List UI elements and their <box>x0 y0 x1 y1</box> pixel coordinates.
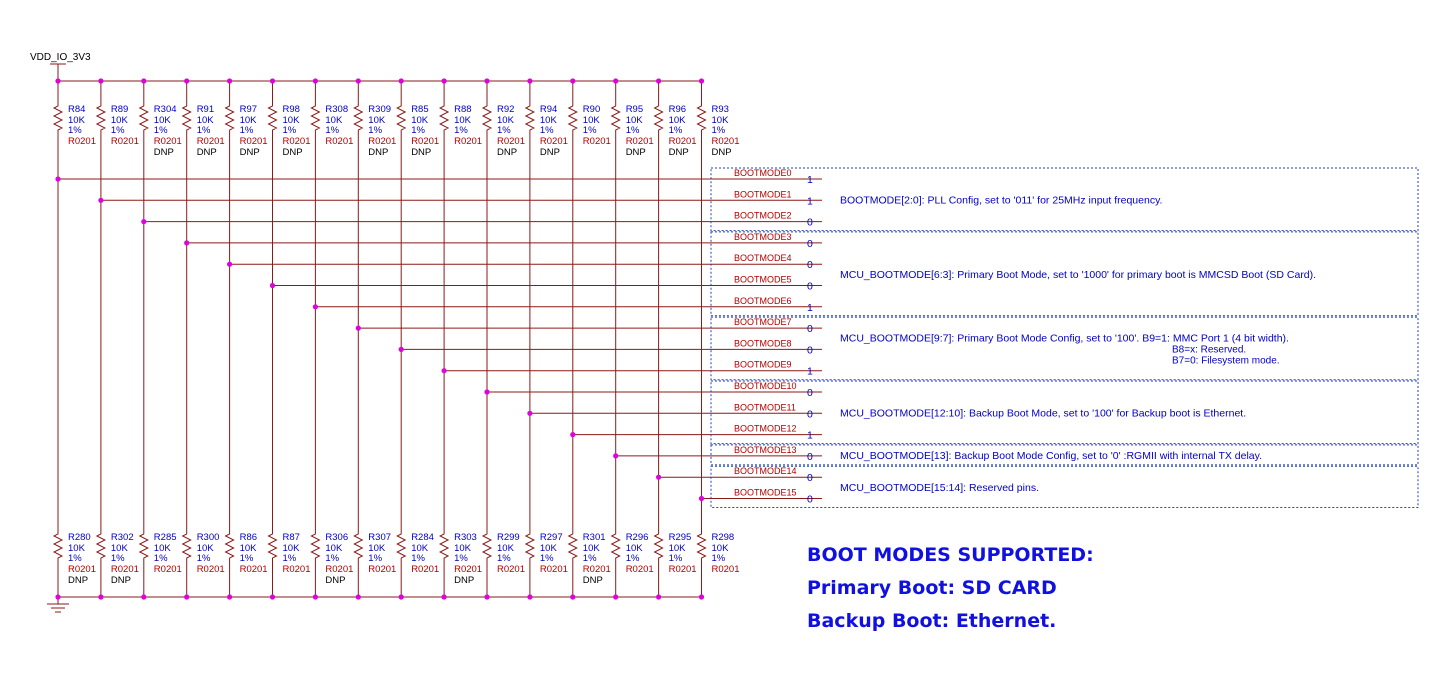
net-junction <box>613 453 618 458</box>
rail-junction <box>141 78 146 83</box>
top-resistor-symbol <box>311 103 319 133</box>
ground-junction <box>527 594 532 599</box>
bottom-resistor-package: R0201 <box>282 564 311 575</box>
rail-junction <box>570 78 575 83</box>
bottom-resistor-tolerance: 1% <box>196 553 211 564</box>
bottom-resistor-symbol <box>269 531 277 561</box>
summary-backup-boot: Backup Boot: Ethernet. <box>807 610 1057 632</box>
bottom-resistor-package: R0201 <box>110 564 139 575</box>
bootmode-group-box <box>711 466 1418 507</box>
bottom-resistor-package: R0201 <box>497 564 525 575</box>
rail-junction <box>356 78 361 83</box>
net-junction <box>313 304 318 309</box>
bottom-resistor-symbol <box>397 531 405 561</box>
rail-junction <box>399 78 404 83</box>
bottom-resistor-package: R0201 <box>582 564 611 575</box>
bootmode-value: 0 <box>807 493 813 506</box>
bottom-resistor-tolerance: 1% <box>411 553 425 564</box>
top-resistor-ref: R90 <box>582 104 601 115</box>
bottom-resistor-package: R0201 <box>539 564 568 575</box>
bottom-resistor-value: 10K <box>497 543 514 554</box>
bottom-resistor-symbol <box>655 531 663 561</box>
rail-junction <box>484 78 489 83</box>
top-resistor-package: R0201 <box>454 136 483 147</box>
top-resistor-ref: R308 <box>325 104 349 115</box>
bottom-resistor-value: 10K <box>539 543 557 554</box>
top-resistor-dnp: DNP <box>368 147 389 158</box>
top-resistor-package: R0201 <box>668 136 697 147</box>
rail-junction <box>184 78 189 83</box>
bottom-resistor-package: R0201 <box>368 564 397 575</box>
net-junction <box>55 176 60 181</box>
bootmode-value: 1 <box>807 365 813 378</box>
top-resistor-symbol <box>397 103 405 133</box>
bottom-resistor-ref: R302 <box>110 532 134 543</box>
bottom-resistor-package: R0201 <box>711 564 740 575</box>
bootmode-net-label: BOOTMODE14 <box>734 466 797 477</box>
bottom-resistor-value: 10K <box>282 543 300 554</box>
bottom-resistor-value: 10K <box>582 543 600 554</box>
rail-junction <box>55 78 60 83</box>
rail-junction <box>699 78 704 83</box>
bottom-resistor-tolerance: 1% <box>325 553 340 564</box>
bottom-resistor-package: R0201 <box>668 564 697 575</box>
bootmode-net-label: BOOTMODE5 <box>734 274 792 285</box>
bootmode-net-label: BOOTMODE6 <box>734 295 792 306</box>
top-resistor-package: R0201 <box>68 136 96 147</box>
bottom-resistor-ref: R306 <box>325 532 349 543</box>
top-resistor-tolerance: 1% <box>582 125 597 136</box>
net-junction <box>184 240 189 245</box>
top-resistor-package: R0201 <box>411 136 440 147</box>
bootmode-value: 0 <box>807 472 813 485</box>
bottom-resistor-value: 10K <box>625 543 643 554</box>
top-resistor-tolerance: 1% <box>411 125 425 136</box>
net-junction <box>270 283 275 288</box>
bottom-resistor-tolerance: 1% <box>711 553 726 564</box>
top-resistor-tolerance: 1% <box>454 125 468 136</box>
bottom-resistor-ref: R298 <box>711 532 735 543</box>
top-resistor-value: 10K <box>582 115 600 126</box>
top-resistor-tolerance: 1% <box>325 125 340 136</box>
bottom-resistor-symbol <box>54 531 62 561</box>
bottom-resistor-symbol <box>140 531 148 561</box>
bottom-resistor-package: R0201 <box>153 564 182 575</box>
bootmode-net-label: BOOTMODE8 <box>734 338 792 349</box>
bottom-resistor-ref: R297 <box>539 532 563 543</box>
bottom-resistor-symbol <box>311 531 319 561</box>
bottom-resistor-ref: R307 <box>368 532 392 543</box>
bootmode-value: 1 <box>807 174 813 186</box>
bottom-resistor-package: R0201 <box>411 564 440 575</box>
top-resistor-ref: R94 <box>539 104 558 115</box>
rail-junction <box>98 78 103 83</box>
rail-junction <box>442 78 447 83</box>
bottom-resistor-ref: R86 <box>239 532 258 543</box>
net-junction <box>527 411 532 416</box>
top-resistor-symbol <box>226 103 234 133</box>
bottom-resistor-tolerance: 1% <box>110 553 125 564</box>
bottom-resistor-symbol <box>183 531 191 561</box>
net-junction <box>484 389 489 394</box>
bottom-resistor-ref: R301 <box>582 532 606 543</box>
top-resistor-ref: R88 <box>454 104 472 115</box>
bottom-resistor-tolerance: 1% <box>625 553 640 564</box>
bottom-resistor-value: 10K <box>711 543 729 554</box>
bottom-resistor-symbol <box>526 531 534 561</box>
bootmode-group-description: MCU_BOOTMODE[15:14]: Reserved pins. <box>840 481 1039 494</box>
bottom-resistor-value: 10K <box>668 543 686 554</box>
top-resistor-package: R0201 <box>153 136 182 147</box>
bootmode-net-label: BOOTMODE4 <box>734 253 792 264</box>
top-resistor-symbol <box>483 103 491 133</box>
bottom-resistor-ref: R280 <box>68 532 91 543</box>
top-resistor-tolerance: 1% <box>368 125 383 136</box>
top-resistor-dnp: DNP <box>282 147 303 158</box>
bootmode-group-description: MCU_BOOTMODE[6:3]: Primary Boot Mode, set to '1000' for primary boot is MMCSD Boot (SD Card). <box>840 268 1317 281</box>
top-resistor-ref: R95 <box>625 104 644 115</box>
ground-junction <box>656 594 661 599</box>
top-resistor-dnp: DNP <box>539 147 560 158</box>
net-junction <box>442 368 447 373</box>
bootmode-value: 0 <box>807 450 813 463</box>
rail-junction <box>313 78 318 83</box>
top-resistor-tolerance: 1% <box>668 125 683 136</box>
bottom-resistor-tolerance: 1% <box>68 553 82 564</box>
top-resistor-ref: R96 <box>668 104 687 115</box>
bottom-resistor-tolerance: 1% <box>497 553 511 564</box>
rail-junction <box>613 78 618 83</box>
top-resistor-value: 10K <box>625 115 643 126</box>
summary-primary-boot: Primary Boot: SD CARD <box>807 577 1057 599</box>
bottom-resistor-symbol <box>354 531 362 561</box>
top-resistor-value: 10K <box>497 115 514 126</box>
top-resistor-value: 10K <box>110 115 128 126</box>
bottom-resistor-dnp: DNP <box>110 575 131 586</box>
bottom-resistor-ref: R303 <box>454 532 477 543</box>
net-junction <box>399 347 404 352</box>
top-resistor-package: R0201 <box>110 136 139 147</box>
bootmode-net-label: BOOTMODE9 <box>734 359 792 370</box>
bootmode-value: 1 <box>807 301 813 314</box>
top-resistor-dnp: DNP <box>411 147 432 158</box>
bottom-resistor-tolerance: 1% <box>153 553 168 564</box>
bottom-resistor-ref: R299 <box>497 532 520 543</box>
top-resistor-tolerance: 1% <box>625 125 640 136</box>
bottom-resistor-tolerance: 1% <box>668 553 683 564</box>
ground-junction <box>570 594 575 599</box>
top-resistor-symbol <box>97 103 105 133</box>
ground-junction <box>356 594 361 599</box>
top-resistor-tolerance: 1% <box>711 125 726 136</box>
rail-junction <box>270 78 275 83</box>
bootmode-value: 0 <box>807 344 813 357</box>
top-resistor-tolerance: 1% <box>110 125 125 136</box>
net-junction <box>98 198 103 203</box>
bottom-resistor-dnp: DNP <box>325 575 346 586</box>
bottom-resistor-package: R0201 <box>68 564 96 575</box>
top-resistor-package: R0201 <box>539 136 568 147</box>
top-resistor-tolerance: 1% <box>153 125 168 136</box>
top-resistor-ref: R84 <box>68 104 86 115</box>
top-resistor-value: 10K <box>454 115 472 126</box>
bottom-resistor-value: 10K <box>196 543 214 554</box>
top-resistor-value: 10K <box>368 115 386 126</box>
bottom-resistor-package: R0201 <box>196 564 225 575</box>
bottom-resistor-ref: R300 <box>196 532 220 543</box>
top-resistor-value: 10K <box>539 115 557 126</box>
net-junction <box>570 432 575 437</box>
top-resistor-value: 10K <box>282 115 300 126</box>
power-net-label: VDD_IO_3V3 <box>30 52 91 63</box>
top-resistor-value: 10K <box>239 115 257 126</box>
bottom-resistor-symbol <box>698 531 706 561</box>
top-resistor-ref: R304 <box>153 104 177 115</box>
top-resistor-ref: R97 <box>239 104 258 115</box>
top-resistor-value: 10K <box>68 115 85 126</box>
bootmode-group-description: B8=x: Reserved. <box>1172 344 1247 356</box>
top-resistor-dnp: DNP <box>196 147 217 158</box>
ground-junction <box>484 594 489 599</box>
top-resistor-tolerance: 1% <box>196 125 211 136</box>
top-resistor-symbol <box>612 103 620 133</box>
top-resistor-dnp: DNP <box>711 147 732 158</box>
bottom-resistor-tolerance: 1% <box>282 553 297 564</box>
ground-junction <box>399 594 404 599</box>
bootmode-value: 0 <box>807 280 813 293</box>
bottom-resistor-ref: R295 <box>668 532 692 543</box>
top-resistor-tolerance: 1% <box>497 125 511 136</box>
top-resistor-ref: R309 <box>368 104 392 115</box>
top-resistor-symbol <box>526 103 534 133</box>
bottom-resistor-package: R0201 <box>454 564 483 575</box>
top-resistor-value: 10K <box>668 115 686 126</box>
bottom-resistor-tolerance: 1% <box>454 553 468 564</box>
bottom-resistor-value: 10K <box>454 543 472 554</box>
net-junction <box>141 219 146 224</box>
ground-junction <box>699 594 704 599</box>
bootmode-net-label: BOOTMODE2 <box>734 210 792 221</box>
bootmode-net-label: BOOTMODE12 <box>734 423 797 434</box>
top-resistor-tolerance: 1% <box>239 125 254 136</box>
ground-junction <box>313 594 318 599</box>
bootmode-value: 0 <box>807 387 813 399</box>
bottom-resistor-dnp: DNP <box>582 575 603 586</box>
ground-junction <box>227 594 232 599</box>
top-resistor-symbol <box>440 103 448 133</box>
bottom-resistor-symbol <box>97 531 105 561</box>
top-resistor-ref: R91 <box>196 104 215 115</box>
top-resistor-package: R0201 <box>625 136 654 147</box>
bootmode-value: 0 <box>807 259 813 272</box>
top-resistor-value: 10K <box>411 115 429 126</box>
top-resistor-value: 10K <box>196 115 214 126</box>
top-resistor-symbol <box>354 103 362 133</box>
top-resistor-ref: R92 <box>497 104 515 115</box>
bottom-resistor-value: 10K <box>68 543 85 554</box>
top-resistor-value: 10K <box>711 115 729 126</box>
bottom-resistor-symbol <box>440 531 448 561</box>
bootmode-net-label: BOOTMODE0 <box>734 168 792 178</box>
bottom-resistor-symbol <box>483 531 491 561</box>
top-resistor-package: R0201 <box>582 136 611 147</box>
top-resistor-dnp: DNP <box>497 147 518 158</box>
ground-junction <box>270 594 275 599</box>
top-resistor-package: R0201 <box>325 136 354 147</box>
bottom-resistor-value: 10K <box>110 543 128 554</box>
bottom-resistor-value: 10K <box>239 543 257 554</box>
top-resistor-dnp: DNP <box>625 147 646 158</box>
top-resistor-package: R0201 <box>368 136 397 147</box>
bottom-resistor-symbol <box>612 531 620 561</box>
top-resistor-dnp: DNP <box>239 147 260 158</box>
top-resistor-tolerance: 1% <box>282 125 297 136</box>
bootmode-value: 0 <box>807 237 813 250</box>
bottom-resistor-package: R0201 <box>625 564 654 575</box>
bottom-resistor-tolerance: 1% <box>239 553 254 564</box>
top-resistor-symbol <box>54 103 62 133</box>
top-resistor-tolerance: 1% <box>539 125 554 136</box>
bottom-resistor-value: 10K <box>153 543 171 554</box>
ground-junction <box>141 594 146 599</box>
bootmode-net-label: BOOTMODE13 <box>734 444 797 455</box>
bootmode-group-description: BOOTMODE[2:0]: PLL Config, set to '011' for 25MHz input frequency. <box>840 194 1163 207</box>
ground-junction <box>613 594 618 599</box>
bottom-resistor-ref: R284 <box>411 532 434 543</box>
bottom-resistor-value: 10K <box>325 543 343 554</box>
bottom-resistor-tolerance: 1% <box>368 553 383 564</box>
bootmode-value: 1 <box>807 195 813 208</box>
ground-junction <box>442 594 447 599</box>
net-junction <box>699 496 704 501</box>
top-resistor-package: R0201 <box>239 136 268 147</box>
bottom-resistor-tolerance: 1% <box>582 553 597 564</box>
bottom-resistor-tolerance: 1% <box>539 553 554 564</box>
bottom-resistor-dnp: DNP <box>454 575 475 586</box>
bootmode-net-label: BOOTMODE3 <box>734 231 792 242</box>
bottom-resistor-package: R0201 <box>325 564 354 575</box>
top-resistor-package: R0201 <box>497 136 525 147</box>
bootmode-net-label: BOOTMODE11 <box>734 402 796 413</box>
summary-heading: BOOT MODES SUPPORTED: <box>807 544 1094 566</box>
bootmode-net-label: BOOTMODE1 <box>734 189 792 200</box>
ground-junction <box>55 594 60 599</box>
bottom-resistor-value: 10K <box>368 543 386 554</box>
top-resistor-symbol <box>183 103 191 133</box>
top-resistor-symbol <box>698 103 706 133</box>
top-resistor-ref: R85 <box>411 104 429 115</box>
bottom-resistor-symbol <box>226 531 234 561</box>
bottom-resistor-symbol <box>569 531 577 561</box>
ground-junction <box>184 594 189 599</box>
top-resistor-ref: R89 <box>110 104 129 115</box>
bottom-resistor-dnp: DNP <box>68 575 89 586</box>
bootmode-value: 0 <box>807 408 813 421</box>
bootmode-net-label: BOOTMODE7 <box>734 317 792 328</box>
top-resistor-value: 10K <box>325 115 343 126</box>
bootmode-net-label: BOOTMODE15 <box>734 487 797 498</box>
bottom-resistor-ref: R285 <box>153 532 177 543</box>
net-junction <box>656 475 661 480</box>
top-resistor-package: R0201 <box>711 136 740 147</box>
top-resistor-value: 10K <box>153 115 171 126</box>
top-resistor-package: R0201 <box>196 136 225 147</box>
top-resistor-ref: R98 <box>282 104 300 115</box>
bootmode-net-label: BOOTMODE10 <box>734 381 797 391</box>
top-resistor-dnp: DNP <box>668 147 689 158</box>
bootmode-group-description: MCU_BOOTMODE[13]: Backup Boot Mode Config, set to '0' :RGMII with internal TX delay. <box>840 449 1263 462</box>
bottom-resistor-package: R0201 <box>239 564 268 575</box>
top-resistor-symbol <box>655 103 663 133</box>
ground-junction <box>98 594 103 599</box>
bootmode-group-description: MCU_BOOTMODE[9:7]: Primary Boot Mode Config, set to '100'. B9=1: MMC Port 1 (4 bit width). <box>840 332 1289 345</box>
top-resistor-dnp: DNP <box>153 147 174 158</box>
top-resistor-ref: R93 <box>711 104 729 115</box>
top-resistor-symbol <box>140 103 148 133</box>
top-resistor-symbol <box>569 103 577 133</box>
bootmode-value: 0 <box>807 216 813 229</box>
bottom-resistor-value: 10K <box>411 543 429 554</box>
bootmode-group-description: MCU_BOOTMODE[12:10]: Backup Boot Mode, set to '100' for Backup boot is Ethernet. <box>840 407 1247 420</box>
bottom-resistor-ref: R87 <box>282 532 300 543</box>
top-resistor-symbol <box>269 103 277 133</box>
top-resistor-package: R0201 <box>282 136 311 147</box>
bootmode-value: 0 <box>807 323 813 336</box>
rail-junction <box>227 78 232 83</box>
rail-junction <box>656 78 661 83</box>
rail-junction <box>527 78 532 83</box>
top-resistor-tolerance: 1% <box>68 125 82 136</box>
bootmode-group-description: B7=0: Filesystem mode. <box>1172 355 1280 367</box>
net-junction <box>227 262 232 267</box>
bottom-resistor-ref: R296 <box>625 532 649 543</box>
bootmode-value: 1 <box>807 429 813 442</box>
net-junction <box>356 326 361 331</box>
